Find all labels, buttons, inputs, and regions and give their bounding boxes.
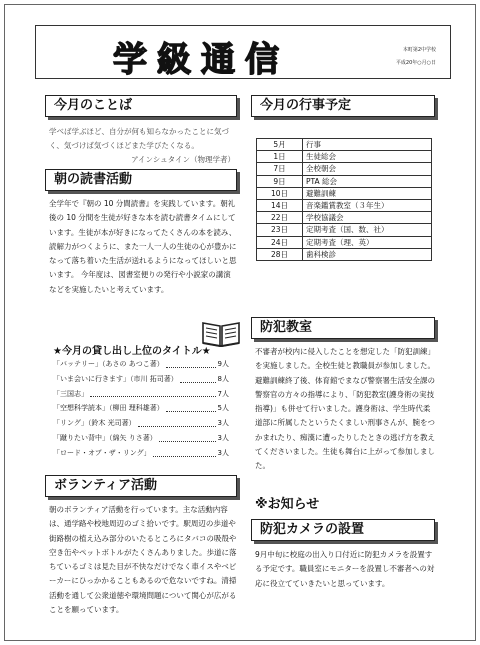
volunteer-heading: ボランティア活動 <box>45 475 237 497</box>
table-row: 1日 生徒総会 <box>257 151 432 163</box>
table-row: 9日 PTA 総会 <box>257 175 432 187</box>
newsletter-title: 学級通信 <box>113 40 289 80</box>
table-row: 7日 全校朝会 <box>257 163 432 175</box>
notice-label: ※お知らせ <box>255 497 320 512</box>
events-heading: 今月の行事予定 <box>251 95 435 117</box>
ranking-title: ★今月の貸し出し上位のタイトル★ <box>53 346 211 357</box>
volunteer-text: 朝のボランティア活動を行っています。主な活動内容は、通学路や校地周辺のゴミ拾いです。駅周辺の歩道や街路樹の植え込み部分のいたるところにタバコの吸殻や空き缶やペットボトルがたくさんありました。歩道に落ちているゴミは見た目が不快なだけでなく車イスやベビーカーにひっかかることもあるので危ないですね。清掃活動を通して公衆道徳や環境問題について関心が広がることを願っています。 <box>49 505 237 615</box>
ranking-item: 「ロード・オブ・ザ・リング」 3人 <box>53 446 229 461</box>
school-name: 本町第2中学校 <box>402 47 436 53</box>
word-quote <box>49 125 235 167</box>
masthead <box>35 25 451 79</box>
reading-text: 全学年で『朝の 10 分間読書』を実践しています。朝礼後の 10 分間を生徒が好きな本を読む読書タイムにしています。生徒が本が好きになってたくさんの本を読み、読解力がつくように、また一人一人の生徒の心が豊かになって落ち着いた生活が送れるようになってほしいと思います。 今年度は、図書室便りの発行や小説家の講演などを実施したいと考えています。 <box>49 199 237 294</box>
camera-heading: 防犯カメラの設置 <box>251 519 435 541</box>
word-quote-author: アインシュタイン（物理学者） <box>131 155 235 164</box>
ranking-item: 「いま会いに行きます」（市川 拓司著） 8人 <box>53 372 229 387</box>
table-row: 24日 定期考査（理、英） <box>257 236 432 248</box>
word-heading: 今月のことば <box>45 95 237 117</box>
events-header-month: 5月 <box>257 139 303 151</box>
newsletter-page <box>4 4 476 641</box>
events-header-event: 行事 <box>303 139 432 151</box>
events-table-header <box>257 139 432 151</box>
ranking-item: 「三国志」 7人 <box>53 387 229 402</box>
crime-heading: 防犯教室 <box>251 317 435 339</box>
ranking-list <box>53 357 229 461</box>
events-table <box>256 138 432 261</box>
reading-heading: 朝の読書活動 <box>45 169 237 191</box>
ranking-item: 「蹴りたい背中」（綿矢 りさ著） 3人 <box>53 431 229 446</box>
table-row: 10日 避難訓練 <box>257 187 432 199</box>
table-row: 28日 歯科検診 <box>257 248 432 260</box>
table-row: 22日 学校協議会 <box>257 212 432 224</box>
table-row: 23日 定期考査（国、数、社） <box>257 224 432 236</box>
table-row: 14日 音楽鑑賞教室（３年生） <box>257 199 432 211</box>
ranking-item: 「バッテリー」（あさの あつこ著） 9人 <box>53 357 229 372</box>
crime-text: 不審者が校内に侵入したことを想定した「防犯訓練」を実施しました。全校生徒と教職員が参加しました。避難訓練終了後、体育館でまなび警察署生活安全課の警察官の方々の指導により、「防犯教室(護身術の実技指導)」も併せて行いました。護身術は、学生時代柔道部に所属したというたくましい刑事さんが、腕をつかまれたり、痴漢に遭ったりしたときの逃げ方を教えてくださいました。生徒も舞台に上がって参加しました。 <box>255 347 435 471</box>
issue-date: 平成20年○月○日 <box>395 60 436 66</box>
ranking-item: 「空想科学読本」（柳田 理科雄著） 5人 <box>53 401 229 416</box>
word-quote-text: 学べば学ぶほど、自分が何も知らなかったことに気づく、気づけば気づくほどまた学びたくなる。 <box>49 127 229 150</box>
ranking-item: 「リング」（鈴木 光司著） 3人 <box>53 416 229 431</box>
camera-text: 9月中旬に校庭の出入り口付近に防犯カメラを設置する予定です。職員室にモニターを設置し不審者への対応に役立てていきたいと思っています。 <box>255 550 435 588</box>
